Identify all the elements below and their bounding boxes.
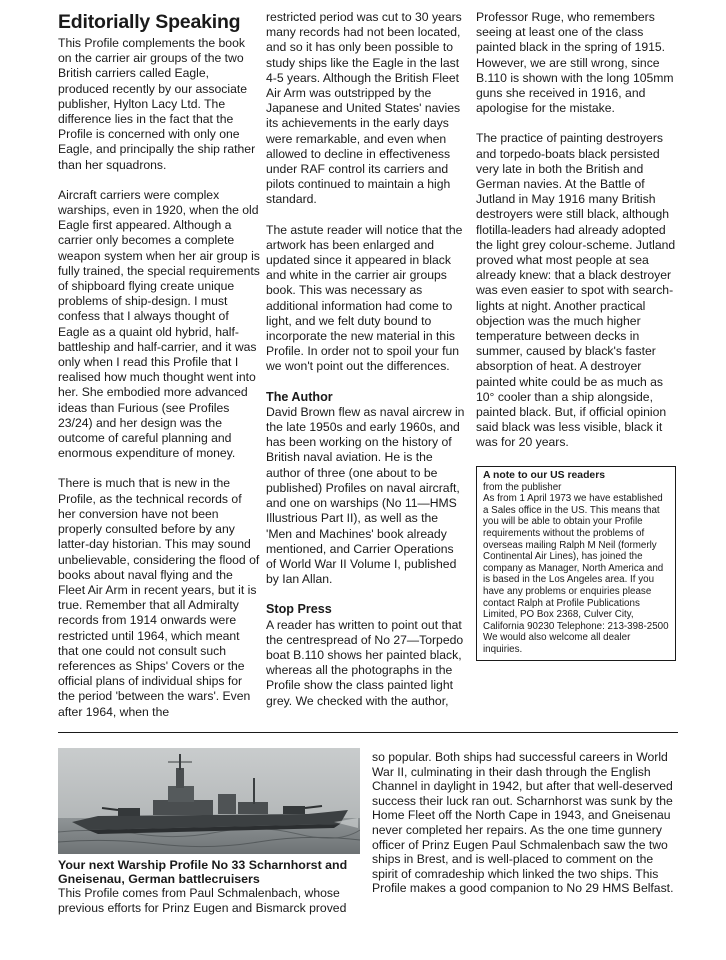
stop-press-heading: Stop Press xyxy=(266,602,332,617)
next-profile-heading: Your next Warship Profile No 33 Scharnhorst and Gneisenau, German battlecruisers xyxy=(58,858,348,887)
paragraph-artwork: The astute reader will notice that the artwork has been enlarged and updated since it appeared in black and white in the carrier air groups book. This was necessary as additional information had come to light, and we felt duty bound to incorporate the new material in this Profile. In order not to spoil your fun we won't point out the differences. xyxy=(266,222,463,374)
note-body: As from 1 April 1973 we have established a Sales office in the US. This means that you will be able to obtain your Profile requirements without the problems of overseas mailing Ralph M Neil (formerly Continental Air Lines), has joined the company as Manager, North America and is based in the Los Angeles area. If you have any problems or enquiries please contact Ralph at Profile Publications Limited, PO Box 2368, Culver City, California 90230 Telephone: 213-398-2500 We would also welcome all dealer inquiries. xyxy=(483,493,669,655)
paragraph-records: There is much that is new in the Profile, as the technical records of her conversion have not been properly consulted before by any latter-day historian. This may sound unbelievable, considering the flood of books about naval flying and the Fleet Air Arm in recent years, but it is true. Remember that all Admiralty records from 1914 onwards were restricted until 1964, which meant that one could not consult such references as Ships' Covers or the official plans of individual ships for the period 'between the wars'. Even after 1964, when the xyxy=(58,476,260,719)
section-divider xyxy=(58,732,678,733)
paragraph-carriers: Aircraft carriers were complex warships, even in 1920, when the old Eagle first appeared. Although a carrier only becomes a complete weapon system when her air group is fully trained, the special requirements of shipboard flying create unique problems of ship-design. I must confess that I always thought of Eagle as a quaint old hybrid, half-battleship and half-carrier, and it was only when I read this Profile that I realised how much thought went into her. She embodied more advanced ideas than Furious (see Profiles 23/24) and her design was the outcome of careful planning and enormous expenditure of money. xyxy=(58,187,260,461)
author-text: David Brown flew as naval aircrew in the late 1950s and early 1960s, and has been working on the history of British naval aviation. He is the author of three (one about to be published) Profiles on naval aircraft, and one on warships (No 11—HMS Illustrious Part II), as well as the 'Men and Machines' book already mentioned, and Carrier Operations of World War II Volume I, published by Ian Allan. xyxy=(266,404,465,587)
paragraph-restricted-period: restricted period was cut to 30 years many records had not been located, and so it has only been possible to study ships like the Eagle in the last 4-5 years. Although the British Fleet Air Arm was outstripped by the Japanese and United States' navies its achievements in the early days were remarkable, and even when allowed to decline in effectiveness under RAF control its carriers and pilots continued to maintain a high standard. xyxy=(266,10,462,207)
us-readers-note-box xyxy=(476,466,676,661)
next-profile-body: so popular. Both ships had successful careers in World War II, culminating in their dash through the English Channel in daylight in 1942, but after that well-deserved success their luck ran out. Scharnhorst was sunk by the Home Fleet off the North Cape in 1943, and Gneisenau never completed her repairs. As the one time gunnery officer of Prinz Eugen Paul Schmalenbach saw the two ships in Brest, and is well-placed to comment on the spirit of comradeship which linked the two ships. This Profile makes a good companion to No 29 HMS Belfast. xyxy=(372,750,674,896)
stop-press-text: A reader has written to point out that the centrespread of No 27—Torpedo boat B.110 shows her painted black, whereas all the photographs in the Profile show the class painted light grey. We checked with the author, xyxy=(266,617,464,708)
battlecruiser-image xyxy=(58,748,360,854)
page-title: Editorially Speaking xyxy=(58,11,241,33)
author-heading: The Author xyxy=(266,389,333,404)
column-1 xyxy=(58,10,260,735)
next-profile-caption xyxy=(58,858,364,915)
warship-photo xyxy=(58,748,360,854)
paragraph-intro: This Profile complements the book on the carrier air groups of the two British carriers called Eagle, produced recently by our associate publisher, Hylton Lacy Ltd. The difference lies in the fact that the Profile is concerned with only one Eagle, and principally the ship rather than her squadrons. xyxy=(58,36,256,172)
column-3 xyxy=(476,10,676,661)
column-2 xyxy=(266,10,466,724)
paragraph-ruge: Professor Ruge, who remembers seeing at least one of the class painted black in the spring of 1915. However, we are still wrong, since B.110 is shown with the long 105mm guns she received in 1916, and apologise for the mistake. xyxy=(476,10,674,116)
note-from: from the publisher xyxy=(483,481,562,493)
next-profile-caption-text: This Profile comes from Paul Schmalenbach, whose previous efforts for Prinz Eugen and Bismarck proved xyxy=(58,886,347,915)
next-profile-column xyxy=(372,750,682,896)
note-heading: A note to our US readers xyxy=(483,469,606,481)
paragraph-destroyers: The practice of painting destroyers and torpedo-boats black persisted very late in both the British and German navies. At the Battle of Jutland in May 1916 many British destroyers were still black, although flotilla-leaders had already adopted the light grey colour-scheme. Jutland proved what most people at sea already knew: that a black destroyer was even easier to spot with search-lights at night. Another practical objection was the much higher temperature between decks in summer, caused by black's faster absorption of heat. A destroyer painted white could be as much as 10° cooler than a ship alongside, painted black. But, if official opinion said black was less visible, black it was for 20 years. xyxy=(476,131,676,450)
